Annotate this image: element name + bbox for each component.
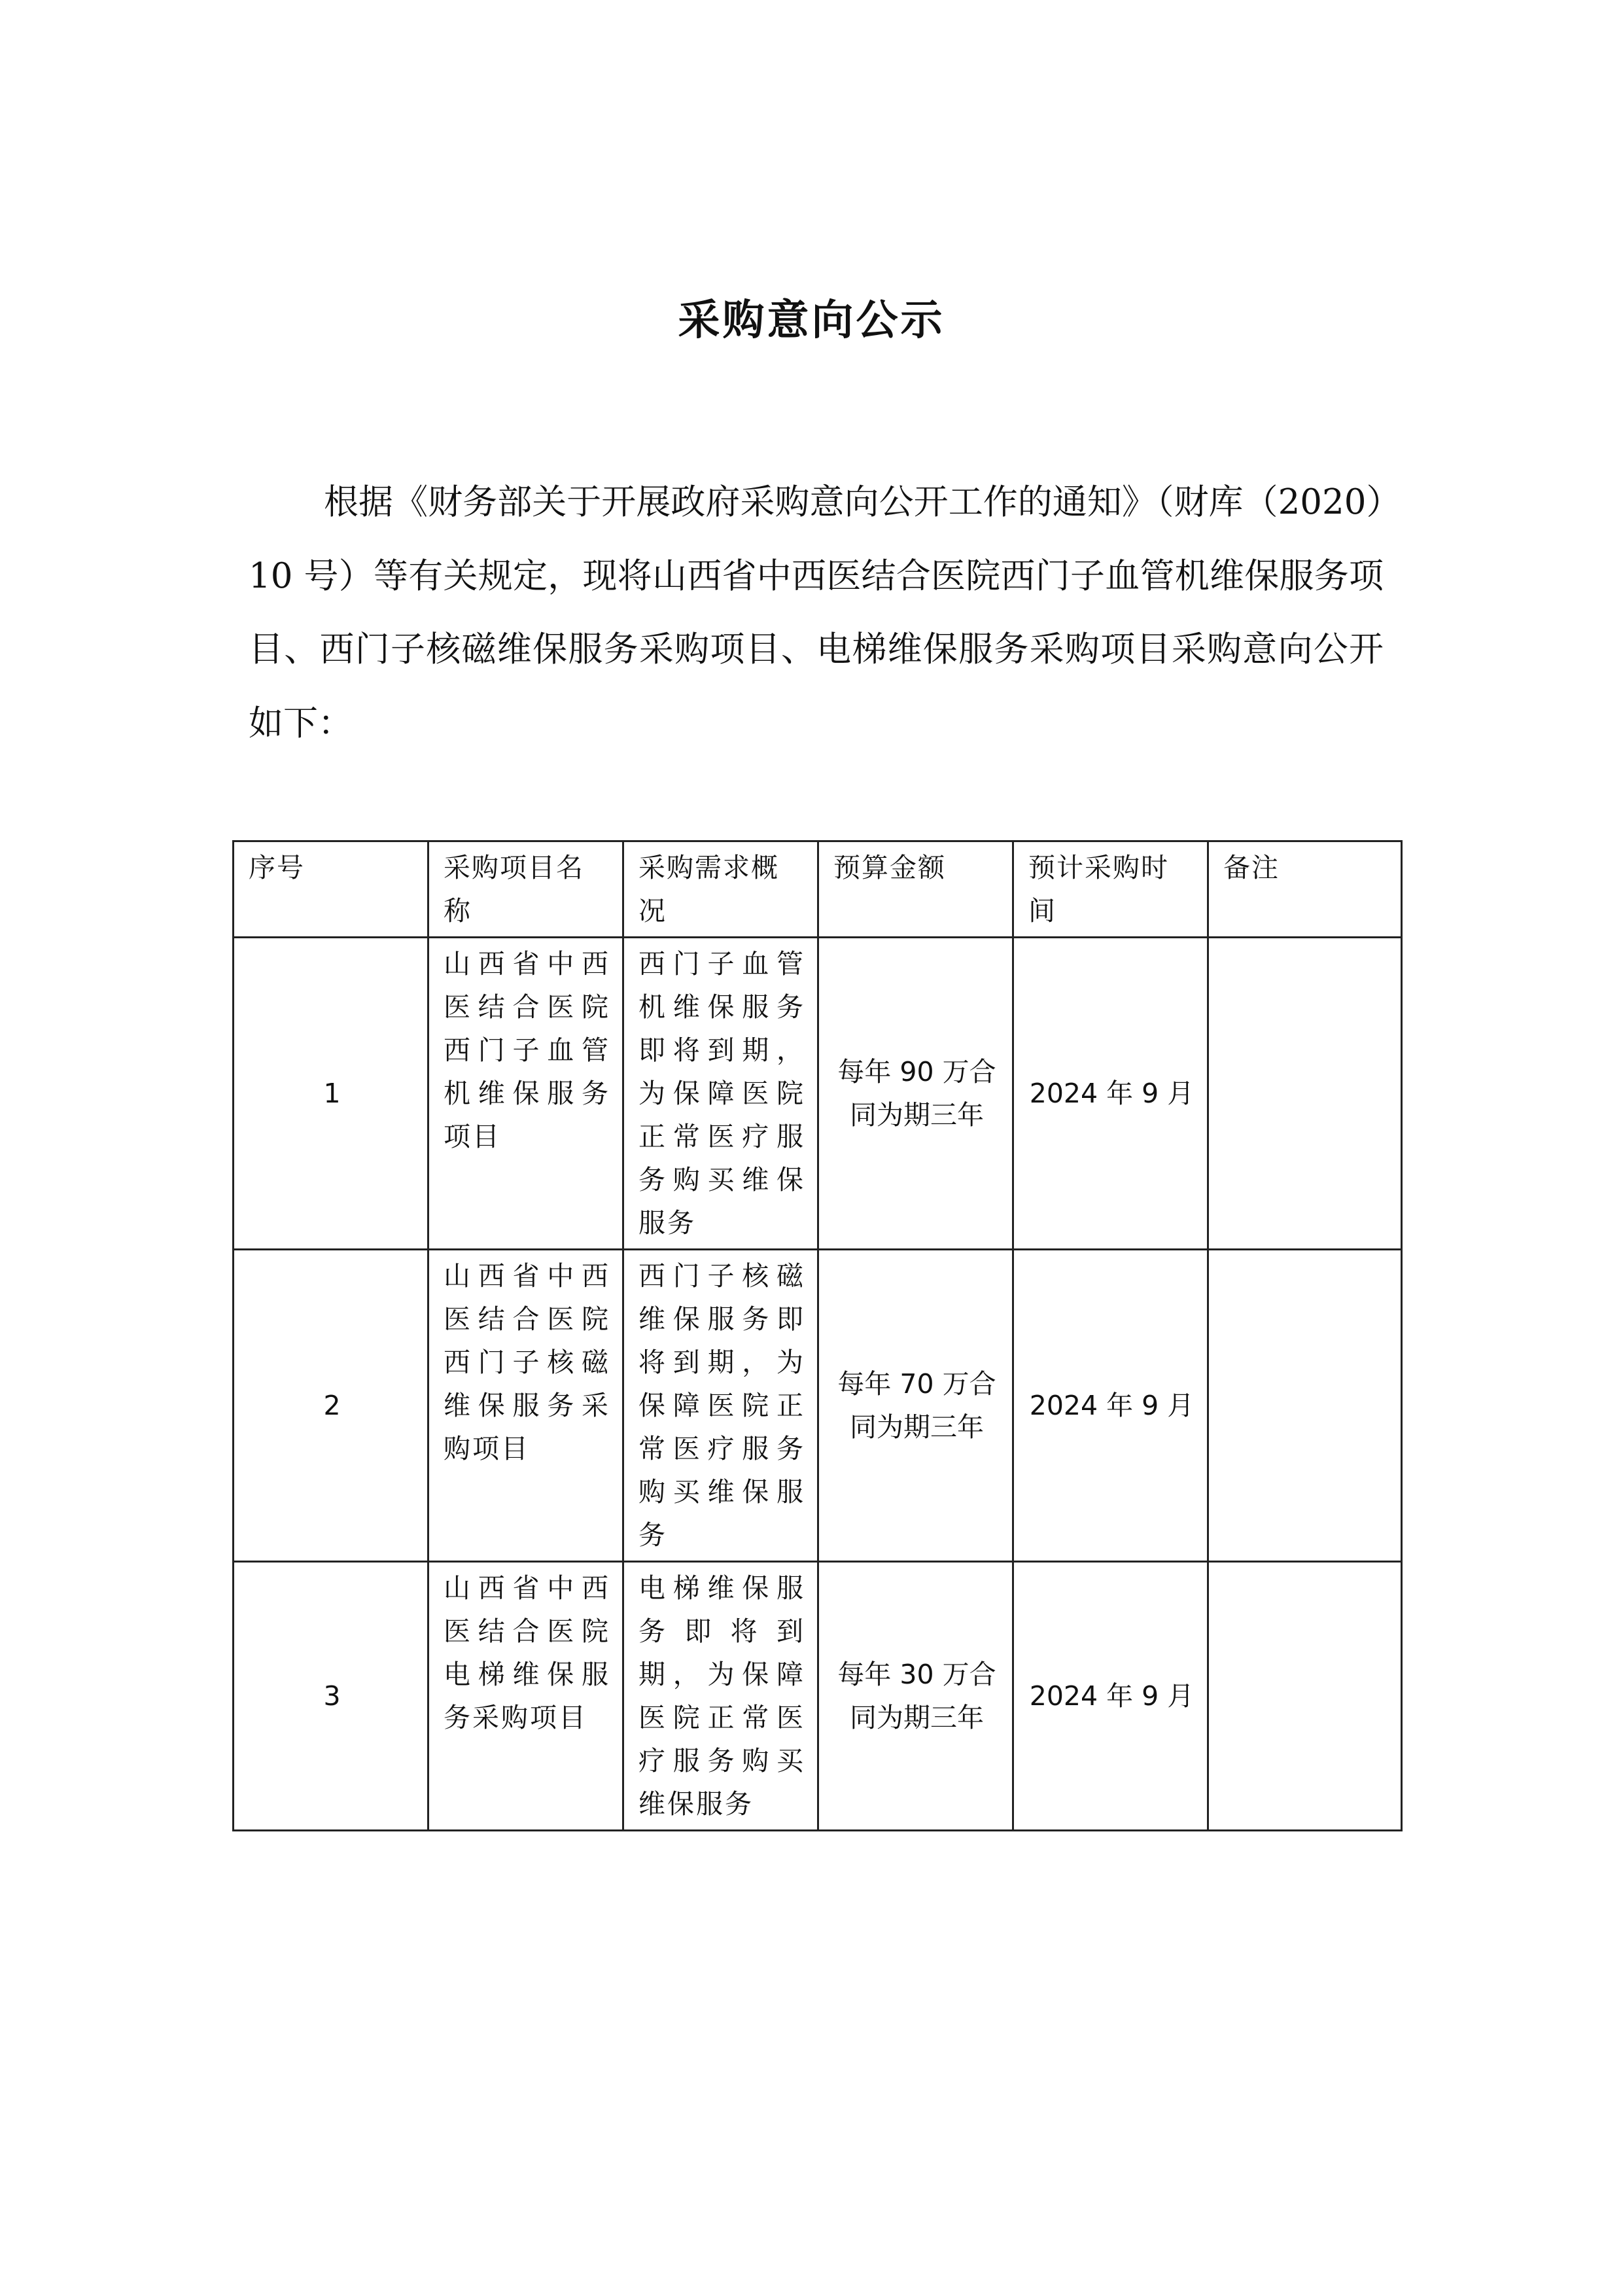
row-demand-overview: 电梯维保服务即将到期，为保障医院正常医疗服务购买维保服务: [623, 1562, 818, 1831]
table-row: [234, 938, 1402, 1250]
row-seq: 3: [234, 1562, 428, 1831]
row-project-name: 山西省中西医结合医院西门子核磁维保服务采购项目: [428, 1250, 623, 1562]
header-seq: 序号: [234, 841, 428, 938]
header-budget: 预算金额: [818, 841, 1013, 938]
page-title: 采购意向公示: [678, 296, 945, 345]
row-planned-time: 2024 年 9 月: [1013, 1250, 1208, 1562]
table-header-row: [234, 841, 1402, 938]
row-project-name: 山西省中西医结合医院西门子血管机维保服务项目: [428, 938, 623, 1250]
row-planned-time: 2024 年 9 月: [1013, 1562, 1208, 1831]
row-planned-time: 2024 年 9 月: [1013, 938, 1208, 1250]
row-remarks: [1208, 1250, 1402, 1562]
row-budget: 每年 30 万合同为期三年: [818, 1562, 1013, 1831]
row-remarks: [1208, 1562, 1402, 1831]
table-row: [234, 1562, 1402, 1831]
procurement-intention-table: [232, 840, 1403, 1831]
row-demand-overview: 西门子血管机维保服务即将到期，为保障医院正常医疗服务购买维保服务: [623, 938, 818, 1250]
intro-paragraph: 根据《财务部关于开展政府采购意向公开工作的通知》（财库（2020）10 号）等有关规定，现将山西省中西医结合医院西门子血管机维保服务项目、西门子核磁维保服务采购项目、电梯维保服务采购项目采购意向公开如下：: [249, 482, 1384, 743]
row-remarks: [1208, 938, 1402, 1250]
header-project-name: 采购项目名称: [428, 841, 623, 938]
row-demand-overview: 西门子核磁维保服务即将到期，为保障医院正常医疗服务购买维保服务: [623, 1250, 818, 1562]
row-budget: 每年 70 万合同为期三年: [818, 1250, 1013, 1562]
row-project-name: 山西省中西医结合医院电梯维保服务采购项目: [428, 1562, 623, 1831]
header-demand-overview: 采购需求概况: [623, 841, 818, 938]
row-seq: 2: [234, 1250, 428, 1562]
table-row: [234, 1250, 1402, 1562]
header-remarks: 备注: [1208, 841, 1402, 938]
row-budget: 每年 90 万合同为期三年: [818, 938, 1013, 1250]
header-planned-time: 预计采购时间: [1013, 841, 1208, 938]
row-seq: 1: [234, 938, 428, 1250]
